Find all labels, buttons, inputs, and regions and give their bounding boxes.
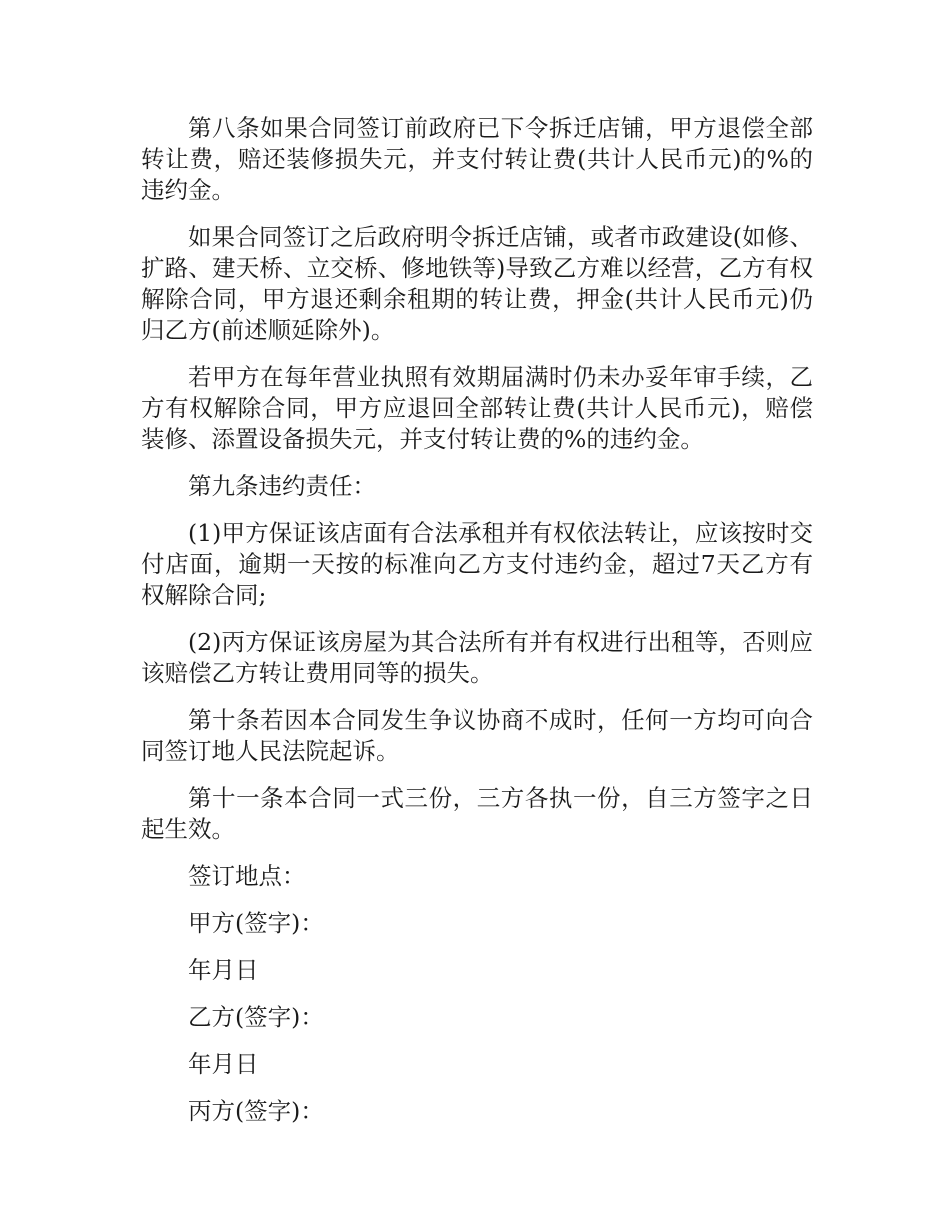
clause-10-paragraph: 第十条若因本合同发生争议协商不成时，任何一方均可向合同签订地人民法院起诉。	[141, 706, 813, 765]
clause-8-paragraph: 第八条如果合同签订前政府已下令拆迁店铺，甲方退偿全部转让费，赔还装修损失元，并支付转让费(共计人民币元)的%的违约金。	[141, 114, 813, 204]
clause-11-paragraph: 第十一条本合同一式三份，三方各执一份，自三方签字之日起生效。	[141, 784, 813, 843]
party-a-signature: 甲方(签字)：	[188, 909, 324, 937]
demolition-after-signing-paragraph: 如果合同签订之后政府明令拆迁店铺，或者市政建设(如修、扩路、建天桥、立交桥、修地铁等)导致乙方难以经营，乙方有权解除合同，甲方退还剩余租期的转让费，押金(共计人民币元)仍归乙方(前述顺延除外)。	[141, 223, 813, 344]
license-renewal-paragraph: 若甲方在每年营业执照有效期届满时仍未办妥年审手续，乙方有权解除合同，甲方应退回全部转让费(共计人民币元)，赔偿装修、添置设备损失元，并支付转让费的%的违约金。	[141, 363, 813, 453]
party-c-signature: 丙方(签字)：	[188, 1097, 324, 1125]
clause-9-item-1: (1)甲方保证该店面有合法承租并有权依法转让，应该按时交付店面，逾期一天按的标准向乙方支付违约金，超过7天乙方有权解除合同;	[141, 519, 813, 609]
party-b-date: 年月日	[188, 1050, 259, 1078]
clause-9-heading: 第九条违约责任：	[188, 472, 376, 500]
party-a-date: 年月日	[188, 956, 259, 984]
party-b-signature: 乙方(签字)：	[188, 1003, 324, 1031]
signing-place: 签订地点：	[188, 862, 306, 890]
document-body	[141, 113, 813, 1143]
clause-9-item-2: (2)丙方保证该房屋为其合法所有并有权进行出租等，否则应该赔偿乙方转让费用同等的损失。	[141, 628, 813, 687]
